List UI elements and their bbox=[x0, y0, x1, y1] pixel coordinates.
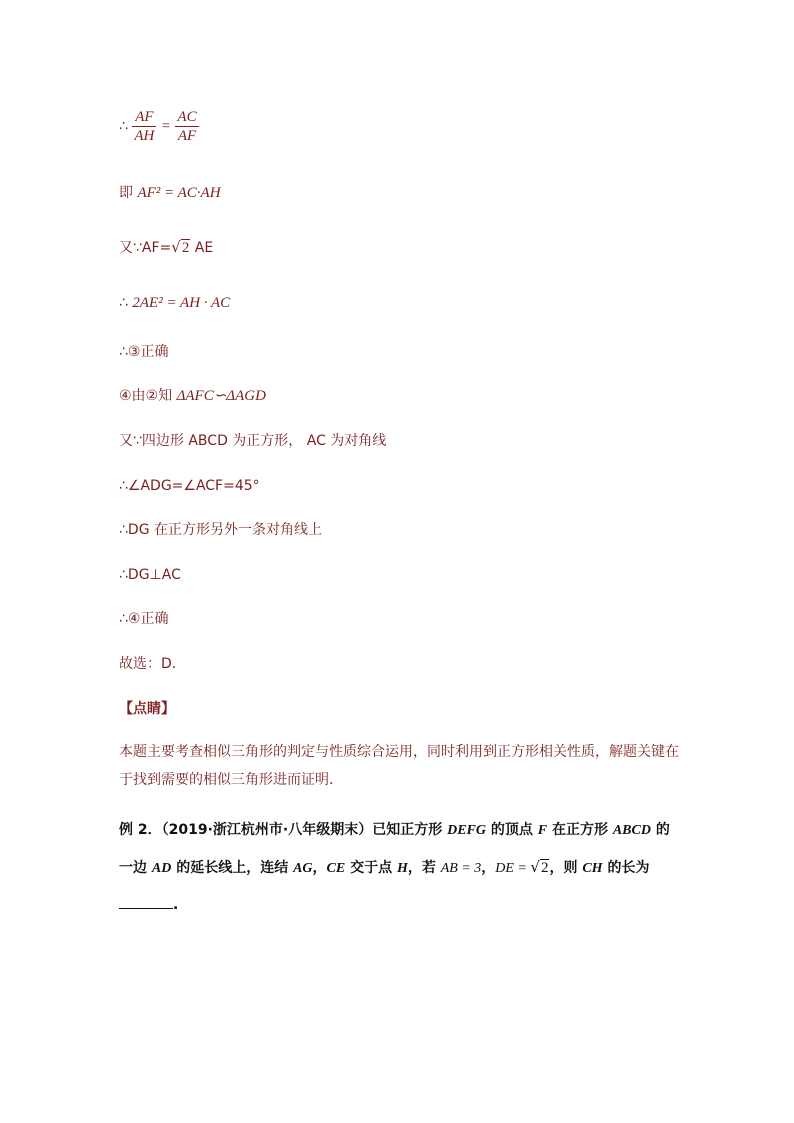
radicand: 2 bbox=[540, 860, 549, 876]
example-text: . bbox=[173, 897, 179, 913]
proof-line-perpendicular: ∴DG⊥AC bbox=[119, 567, 181, 583]
example-text: 的一边 bbox=[119, 822, 670, 876]
label-ch: CH bbox=[582, 861, 603, 876]
comment-heading: 【点睛】 bbox=[119, 701, 175, 717]
label-ag: AG bbox=[293, 861, 313, 876]
example-text: 例 2．（2019·浙江杭州市·八年级期末）已知正方形 bbox=[119, 822, 448, 838]
example-problem bbox=[119, 812, 679, 923]
numerator: AC bbox=[177, 109, 197, 125]
denominator: AH bbox=[134, 128, 155, 144]
label-ad: AD bbox=[151, 861, 172, 876]
line-prefix: 又∵AF= bbox=[119, 240, 172, 256]
fraction-af-ah bbox=[132, 108, 156, 145]
answer-line: 故选：D． bbox=[119, 656, 186, 672]
equals-sign: = bbox=[160, 118, 171, 135]
label-h: H bbox=[396, 861, 408, 876]
proof-line-square: 又∵四边形 ABCD 为正方形， AC 为对角线 bbox=[119, 433, 387, 449]
math-expression: AF² = AC·AH bbox=[137, 185, 221, 201]
example-text: 在正方形 bbox=[547, 822, 613, 838]
line-prefix: ④由②知 bbox=[119, 388, 173, 404]
example-text: ，则 bbox=[549, 860, 583, 876]
equation-ab: AB = 3 bbox=[440, 861, 482, 876]
example-text: 的顶点 bbox=[486, 822, 538, 838]
comment-paragraph: 本题主要考查相似三角形的判定与性质综合运用，同时利用到正方形相关性质，解题关键在于找到需要的相似三角形进而证明． bbox=[119, 744, 679, 788]
example-text: ， bbox=[312, 860, 327, 876]
sqrt-two bbox=[530, 858, 549, 876]
math-expression: ΔAFC∽ΔAGD bbox=[176, 388, 266, 404]
example-text: ，若 bbox=[407, 860, 441, 876]
example-text: 交于点 bbox=[345, 860, 397, 876]
label-defg: DEFG bbox=[447, 823, 486, 838]
equation-de: DE = bbox=[495, 861, 531, 876]
therefore-symbol: ∴ bbox=[119, 118, 128, 135]
fraction-ac-af bbox=[175, 108, 198, 145]
sqrt-sign: √ bbox=[530, 858, 540, 876]
proof-line-diagonal: ∴DG 在正方形另外一条对角线上 bbox=[119, 522, 322, 538]
label-abcd: ABCD bbox=[612, 823, 651, 838]
sqrt-two bbox=[171, 238, 190, 256]
radicand: 2 bbox=[181, 240, 190, 256]
numerator: AF bbox=[135, 109, 154, 125]
example-text: 的延长线上，连结 bbox=[171, 860, 294, 876]
proof-line-2ae-squared bbox=[119, 293, 230, 313]
therefore-symbol: ∴ bbox=[119, 295, 128, 311]
proof-line-angles: ∴∠ADG=∠ACF=45° bbox=[119, 478, 260, 494]
example-text: ， bbox=[481, 860, 496, 876]
line-suffix: AE bbox=[190, 240, 214, 256]
proof-line-ratio bbox=[119, 108, 199, 145]
proof-line-af-sqrt2 bbox=[119, 237, 213, 258]
proof-line-similar bbox=[119, 386, 266, 406]
answer-blank[interactable] bbox=[119, 894, 173, 909]
line-prefix: 即 bbox=[119, 185, 133, 201]
proof-line-3-correct: ∴③正确 bbox=[119, 344, 169, 360]
math-expression: 2AE² = AH · AC bbox=[132, 295, 231, 311]
proof-line-af-squared bbox=[119, 183, 221, 203]
label-f: F bbox=[537, 823, 548, 838]
example-text: 的长为 bbox=[602, 860, 650, 876]
label-ce: CE bbox=[326, 861, 346, 876]
denominator: AF bbox=[175, 126, 198, 145]
sqrt-sign: √ bbox=[171, 238, 181, 256]
proof-line-4-correct: ∴④正确 bbox=[119, 611, 169, 627]
